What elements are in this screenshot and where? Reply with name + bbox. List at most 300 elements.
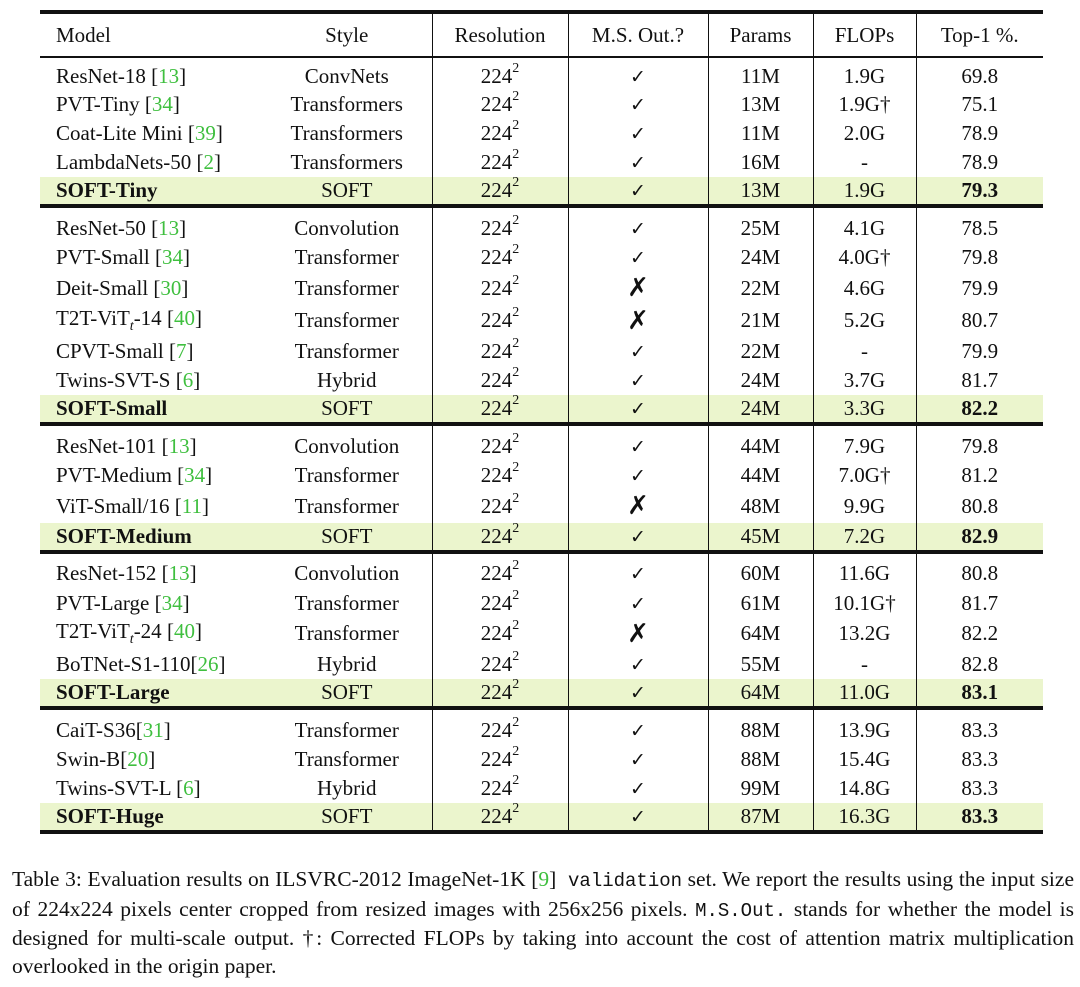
check-icon: ✓ bbox=[630, 180, 646, 202]
check-icon: ✓ bbox=[630, 465, 646, 487]
cell-resolution bbox=[432, 90, 568, 119]
cell-style: Transformer bbox=[294, 493, 399, 518]
cell-flops: 15.4G bbox=[813, 745, 916, 774]
cell-params: 88M bbox=[708, 708, 813, 745]
cell-ms-out bbox=[568, 424, 708, 461]
cell-resolution bbox=[432, 708, 568, 745]
table-row bbox=[40, 272, 1043, 305]
cell-params: 24M bbox=[708, 366, 813, 395]
resolution-base: 224 bbox=[480, 652, 513, 676]
table-row-soft bbox=[40, 679, 1043, 708]
resolution-base: 224 bbox=[480, 590, 513, 615]
cross-icon: ✗ bbox=[627, 305, 649, 336]
resolution-base: 224 bbox=[480, 178, 513, 202]
cell-top1: 80.7 bbox=[916, 305, 1043, 338]
cell-style: Convolution bbox=[262, 552, 432, 589]
cell-resolution bbox=[432, 803, 568, 832]
cell-params: 48M bbox=[708, 490, 813, 523]
resolution-exponent: 2 bbox=[512, 393, 520, 408]
resolution-base: 224 bbox=[480, 621, 513, 646]
model-name: Twins-SVT-L bbox=[56, 776, 177, 800]
cell-model: Coat-Lite Mini [39] bbox=[56, 121, 223, 145]
resolution-base: 224 bbox=[480, 776, 513, 800]
check-icon: ✓ bbox=[630, 217, 646, 240]
cell-model: PVT-Small [34] bbox=[56, 245, 190, 269]
cell-model: ResNet-50 [13] bbox=[40, 206, 262, 243]
cell-resolution bbox=[432, 461, 568, 490]
cell-model bbox=[40, 523, 262, 552]
cell-flops: 1.9G bbox=[813, 57, 916, 90]
cell-ms-out bbox=[568, 552, 708, 589]
cell-ms-out bbox=[568, 395, 708, 424]
cell-resolution bbox=[432, 650, 568, 679]
table-row bbox=[40, 243, 1043, 272]
cross-icon: ✗ bbox=[627, 491, 649, 522]
cell-resolution bbox=[432, 745, 568, 774]
model-name: Coat-Lite Mini bbox=[56, 121, 188, 145]
cell-flops: 7.0G† bbox=[813, 461, 916, 490]
cell-ms-out bbox=[568, 206, 708, 243]
caption-part-5: stands for whether the model is designed for multi-scale output. †: Corrected FLOPs by taking into account the cost of attention matrix multiplication overlooked in the origin paper. bbox=[12, 896, 1074, 978]
cell-ms-out bbox=[568, 803, 708, 832]
cell-flops: 13.9G bbox=[813, 708, 916, 745]
cell-style: SOFT bbox=[262, 523, 432, 552]
cell-model: ViT-Small/16 [11] bbox=[56, 493, 209, 518]
citation-link[interactable]: 34 bbox=[184, 463, 206, 487]
table-row bbox=[40, 552, 1043, 589]
table-caption: Table 3: Evaluation results on ILSVRC-2012 ImageNet-1K [9] validation set. We report the results using the input size of 224x224 pixels center cropped from resized images with 256x256 pixels. M.S.Out. stands for whether the model is designed for multi-scale output. †: Corrected FLOPs by taking into account the cost of attention matrix multiplication overlooked in the origin paper. bbox=[12, 867, 1074, 978]
cell-top1: 79.9 bbox=[916, 337, 1043, 366]
caption-citation[interactable]: 9 bbox=[538, 867, 550, 891]
cell-top1: 78.5 bbox=[916, 206, 1043, 243]
table-row bbox=[40, 618, 1043, 651]
cell-style: ConvNets bbox=[304, 64, 389, 88]
cell-flops: 4.0G† bbox=[813, 243, 916, 272]
citation-link[interactable]: 13 bbox=[158, 64, 180, 88]
cell-model: BoTNet-S1-110[26] bbox=[56, 652, 226, 676]
table-row bbox=[40, 745, 1043, 774]
resolution-base: 224 bbox=[480, 747, 513, 771]
resolution-exponent: 2 bbox=[512, 147, 520, 162]
table-row bbox=[40, 206, 1043, 243]
table-group bbox=[40, 708, 1043, 832]
cell-params: 55M bbox=[708, 650, 813, 679]
citation-link[interactable]: 7 bbox=[176, 339, 187, 363]
caption-code-msout: M.S.Out. bbox=[695, 899, 787, 922]
cell-flops: 4.6G bbox=[813, 272, 916, 305]
cell-params: 44M bbox=[708, 424, 813, 461]
cell-resolution bbox=[432, 337, 568, 366]
table-row bbox=[40, 305, 1043, 338]
check-icon: ✓ bbox=[630, 592, 646, 615]
cell-style: Transformers bbox=[290, 92, 403, 116]
cell-model: PVT-Tiny [34] bbox=[56, 92, 180, 116]
cell-flops: 5.2G bbox=[813, 305, 916, 338]
cell-params: 16M bbox=[708, 148, 813, 177]
table-row bbox=[40, 119, 1043, 148]
citation-link[interactable]: 39 bbox=[194, 121, 216, 145]
resolution-exponent: 2 bbox=[512, 430, 520, 446]
citation-link[interactable]: 6 bbox=[182, 368, 194, 392]
cell-params: 24M bbox=[708, 243, 813, 272]
cell-top1: 82.9 bbox=[916, 523, 1043, 552]
cell-model: ResNet-152 [13] bbox=[40, 552, 262, 589]
cell-resolution bbox=[432, 552, 568, 589]
header-flops: FLOPs bbox=[813, 12, 916, 57]
resolution-base: 224 bbox=[480, 493, 513, 518]
cell-style: SOFT bbox=[262, 395, 432, 424]
cell-resolution bbox=[432, 490, 568, 523]
citation-link[interactable]: 30 bbox=[160, 275, 182, 300]
table-row bbox=[40, 589, 1043, 618]
check-icon: ✓ bbox=[630, 66, 646, 88]
check-icon: ✓ bbox=[630, 398, 646, 420]
table-group bbox=[40, 552, 1043, 709]
model-name: CaiT-S36 bbox=[56, 717, 136, 742]
citation-link[interactable]: 40 bbox=[173, 306, 195, 331]
cell-resolution bbox=[432, 520, 568, 552]
table-row bbox=[40, 337, 1043, 366]
model-name: ResNet-50 bbox=[56, 215, 152, 240]
cell-resolution bbox=[432, 618, 568, 651]
citation-link[interactable]: 31 bbox=[142, 717, 164, 742]
cross-icon: ✗ bbox=[627, 618, 649, 649]
table-row bbox=[40, 461, 1043, 490]
caption-part-1: Table 3: Evaluation results on ILSVRC-2012 ImageNet-1K bbox=[12, 867, 532, 891]
cell-params: 44M bbox=[708, 461, 813, 490]
cell-flops: 10.1G† bbox=[813, 589, 916, 618]
model-subscript: t bbox=[129, 632, 134, 648]
resolution-exponent: 2 bbox=[512, 365, 520, 380]
cell-style: Hybrid bbox=[317, 368, 377, 392]
model-name: ResNet-18 bbox=[56, 64, 152, 88]
resolution-base: 224 bbox=[480, 463, 513, 487]
cell-resolution bbox=[432, 272, 568, 305]
cell-model: Swin-B[20] bbox=[56, 747, 156, 771]
cell-top1: 81.2 bbox=[916, 461, 1043, 490]
header-params: Params bbox=[708, 12, 813, 57]
cell-params: 21M bbox=[708, 305, 813, 338]
cell-resolution bbox=[432, 366, 568, 395]
cell-params: 11M bbox=[708, 57, 813, 90]
cell-flops: 9.9G bbox=[813, 490, 916, 523]
resolution-exponent: 2 bbox=[512, 305, 520, 321]
cell-flops: - bbox=[813, 337, 916, 366]
cell-params: 99M bbox=[708, 774, 813, 803]
cell-model: Deit-Small [30] bbox=[56, 275, 189, 300]
cell-top1: 80.8 bbox=[916, 490, 1043, 523]
cell-style: Transformer bbox=[262, 708, 432, 745]
cell-flops: 13.2G bbox=[813, 618, 916, 651]
resolution-exponent: 2 bbox=[512, 744, 520, 759]
cell-flops: 7.9G bbox=[813, 424, 916, 461]
cell-resolution bbox=[432, 679, 568, 708]
cell-top1: 82.2 bbox=[916, 395, 1043, 424]
header-ms-out: M.S. Out.? bbox=[568, 12, 708, 57]
cell-top1: 69.8 bbox=[916, 57, 1043, 90]
resolution-base: 224 bbox=[480, 804, 513, 828]
resolution-base: 224 bbox=[480, 275, 513, 300]
resolution-base: 224 bbox=[480, 561, 513, 585]
model-name: ResNet-152 bbox=[56, 561, 162, 585]
resolution-exponent: 2 bbox=[512, 618, 520, 634]
citation-link[interactable]: 2 bbox=[203, 150, 215, 174]
resolution-exponent: 2 bbox=[512, 336, 520, 351]
resolution-base: 224 bbox=[480, 64, 513, 88]
citation-link[interactable]: 11 bbox=[181, 493, 202, 518]
citation-link[interactable]: 26 bbox=[197, 652, 219, 676]
cell-style: SOFT bbox=[262, 803, 432, 832]
cell-params: 13M bbox=[708, 177, 813, 206]
check-icon: ✓ bbox=[630, 123, 646, 145]
table-group bbox=[40, 206, 1043, 424]
resolution-exponent: 2 bbox=[512, 773, 520, 788]
cell-style: SOFT bbox=[262, 679, 432, 708]
cell-model bbox=[40, 803, 262, 832]
cell-top1: 79.8 bbox=[916, 424, 1043, 461]
cell-ms-out bbox=[568, 618, 708, 651]
check-icon: ✓ bbox=[630, 247, 646, 269]
cell-ms-out bbox=[568, 243, 708, 272]
table-row bbox=[40, 490, 1043, 523]
cell-resolution bbox=[432, 395, 568, 424]
check-icon: ✓ bbox=[630, 370, 646, 392]
cell-model: LambdaNets-50 [2] bbox=[56, 150, 222, 174]
cell-ms-out bbox=[568, 57, 708, 90]
cell-model bbox=[40, 395, 262, 424]
check-icon: ✓ bbox=[630, 435, 646, 458]
resolution-base: 224 bbox=[480, 523, 513, 548]
table-row-soft bbox=[40, 803, 1043, 832]
resolution-exponent: 2 bbox=[512, 212, 520, 228]
cell-style: Transformer bbox=[294, 621, 399, 646]
citation-link[interactable]: 6 bbox=[183, 776, 194, 800]
cell-model: ResNet-18 [13] bbox=[56, 64, 187, 88]
cell-ms-out bbox=[568, 119, 708, 148]
cell-ms-out bbox=[568, 589, 708, 618]
cell-style: Transformer bbox=[294, 463, 399, 487]
cell-style: Transformer bbox=[294, 245, 399, 269]
cell-flops: 2.0G bbox=[813, 119, 916, 148]
resolution-base: 224 bbox=[480, 368, 513, 392]
cell-params: 25M bbox=[708, 206, 813, 243]
cell-flops: - bbox=[813, 650, 916, 679]
model-name-tail: -14 bbox=[133, 306, 167, 331]
cell-flops: 1.9G† bbox=[813, 90, 916, 119]
results-table bbox=[40, 10, 1043, 834]
cell-resolution bbox=[432, 177, 568, 206]
cell-params: 88M bbox=[708, 745, 813, 774]
model-name: Deit-Small bbox=[56, 275, 154, 300]
check-icon: ✓ bbox=[630, 682, 646, 704]
cell-resolution bbox=[432, 774, 568, 803]
caption-code-validation: validation bbox=[556, 870, 683, 892]
model-name: SOFT-Medium bbox=[56, 523, 192, 548]
cell-resolution bbox=[432, 206, 568, 243]
resolution-exponent: 2 bbox=[512, 272, 520, 288]
cell-ms-out bbox=[568, 490, 708, 523]
cell-ms-out bbox=[568, 523, 708, 552]
cell-ms-out bbox=[568, 461, 708, 490]
caption-part-3: set. We report the results using the input size of 224x224 pixels center cropped from resized images with 256x256 pixels. bbox=[12, 867, 1074, 921]
table-row bbox=[40, 90, 1043, 119]
citation-link[interactable]: 34 bbox=[161, 590, 183, 615]
model-name: LambdaNets-50 bbox=[56, 150, 197, 174]
cell-top1: 75.1 bbox=[916, 90, 1043, 119]
cell-model: T2T-ViT$_t$-24 [40] bbox=[56, 619, 202, 648]
model-name: T2T-ViT bbox=[56, 306, 130, 331]
check-icon: ✓ bbox=[630, 654, 646, 676]
check-icon: ✓ bbox=[630, 341, 646, 363]
table-row bbox=[40, 366, 1043, 395]
resolution-exponent: 2 bbox=[512, 490, 520, 506]
model-name: SOFT-Small bbox=[56, 396, 168, 420]
cell-model bbox=[40, 177, 262, 206]
table-row-soft bbox=[40, 523, 1043, 552]
citation-link[interactable]: 13 bbox=[158, 215, 180, 240]
header-resolution: Resolution bbox=[432, 12, 568, 57]
resolution-exponent: 2 bbox=[512, 587, 520, 603]
cell-model: CaiT-S36[31] bbox=[40, 708, 262, 745]
citation-link[interactable]: 20 bbox=[127, 747, 149, 771]
citation-link[interactable]: 40 bbox=[173, 619, 195, 644]
citation-link[interactable]: 34 bbox=[162, 245, 183, 269]
model-name: SOFT-Tiny bbox=[56, 178, 158, 202]
cell-ms-out bbox=[568, 679, 708, 708]
resolution-base: 224 bbox=[480, 150, 513, 174]
cell-params: 45M bbox=[708, 523, 813, 552]
cell-ms-out bbox=[568, 745, 708, 774]
header-model: Model bbox=[40, 12, 262, 57]
resolution-base: 224 bbox=[480, 308, 513, 333]
cell-top1: 83.3 bbox=[916, 745, 1043, 774]
resolution-base: 224 bbox=[480, 680, 513, 704]
model-name: PVT-Small bbox=[56, 245, 155, 269]
cell-ms-out bbox=[568, 337, 708, 366]
cell-flops: 16.3G bbox=[813, 803, 916, 832]
header-row bbox=[40, 12, 1043, 57]
cell-top1: 81.7 bbox=[916, 589, 1043, 618]
resolution-base: 224 bbox=[480, 396, 513, 420]
model-name-tail: -24 bbox=[133, 619, 167, 644]
cell-style: Transformer bbox=[294, 590, 399, 615]
cell-flops: 11.0G bbox=[813, 679, 916, 708]
model-name: Twins-SVT-S bbox=[56, 368, 176, 392]
cell-top1: 83.3 bbox=[916, 708, 1043, 745]
cell-model: T2T-ViT$_t$-14 [40] bbox=[56, 306, 202, 335]
resolution-base: 224 bbox=[480, 121, 513, 145]
resolution-exponent: 2 bbox=[512, 460, 520, 475]
header-style: Style bbox=[262, 12, 432, 57]
cell-resolution bbox=[432, 589, 568, 618]
cell-style: Transformers bbox=[290, 121, 403, 145]
cell-top1: 80.8 bbox=[916, 552, 1043, 589]
resolution-exponent: 2 bbox=[512, 242, 520, 257]
cell-params: 64M bbox=[708, 618, 813, 651]
cell-top1: 83.3 bbox=[916, 803, 1043, 832]
cell-model: PVT-Medium [34] bbox=[56, 463, 213, 487]
cell-model: CPVT-Small [7] bbox=[56, 339, 194, 363]
model-subscript: t bbox=[129, 319, 134, 335]
cell-flops: 3.3G bbox=[813, 395, 916, 424]
cell-style: SOFT bbox=[262, 177, 432, 206]
resolution-exponent: 2 bbox=[512, 677, 520, 692]
resolution-base: 224 bbox=[480, 215, 513, 240]
cell-flops: 11.6G bbox=[813, 552, 916, 589]
cell-top1: 82.2 bbox=[916, 618, 1043, 651]
check-icon: ✓ bbox=[630, 525, 646, 548]
cell-style: Transformer bbox=[294, 308, 399, 333]
cell-top1: 79.9 bbox=[916, 272, 1043, 305]
cell-model: PVT-Large [34] bbox=[56, 590, 190, 615]
model-name: SOFT-Large bbox=[56, 680, 170, 704]
table-row bbox=[40, 57, 1043, 90]
table-row-soft bbox=[40, 177, 1043, 206]
cell-flops: 7.2G bbox=[813, 523, 916, 552]
cell-resolution bbox=[432, 148, 568, 177]
cell-ms-out bbox=[568, 366, 708, 395]
resolution-exponent: 2 bbox=[512, 649, 520, 664]
model-name: BoTNet-S1-110 bbox=[56, 652, 191, 676]
model-name: PVT-Tiny bbox=[56, 92, 145, 116]
resolution-base: 224 bbox=[480, 92, 513, 116]
resolution-exponent: 2 bbox=[512, 558, 520, 573]
table-group bbox=[40, 424, 1043, 552]
table-row bbox=[40, 774, 1043, 803]
table-row bbox=[40, 148, 1043, 177]
cell-ms-out bbox=[568, 305, 708, 338]
table-row bbox=[40, 708, 1043, 745]
cell-style: Transformer bbox=[294, 275, 399, 300]
cell-resolution bbox=[432, 57, 568, 90]
resolution-exponent: 2 bbox=[512, 118, 520, 133]
check-icon: ✓ bbox=[630, 806, 646, 828]
citation-link[interactable]: 13 bbox=[168, 561, 190, 585]
citation-link[interactable]: 13 bbox=[168, 433, 190, 458]
cell-params: 22M bbox=[708, 337, 813, 366]
resolution-exponent: 2 bbox=[512, 714, 520, 730]
cell-params: 87M bbox=[708, 803, 813, 832]
cell-params: 24M bbox=[708, 395, 813, 424]
cell-ms-out bbox=[568, 272, 708, 305]
cell-style: Hybrid bbox=[317, 776, 377, 800]
resolution-exponent: 2 bbox=[512, 801, 520, 816]
citation-link[interactable]: 34 bbox=[151, 92, 173, 116]
table-group bbox=[40, 57, 1043, 206]
cell-ms-out bbox=[568, 177, 708, 206]
header-top1: Top-1 %. bbox=[916, 12, 1043, 57]
cell-style: Transformer bbox=[294, 747, 399, 771]
cell-top1: 78.9 bbox=[916, 148, 1043, 177]
cell-ms-out bbox=[568, 90, 708, 119]
check-icon: ✓ bbox=[630, 94, 646, 116]
cell-ms-out bbox=[568, 650, 708, 679]
cell-flops: 1.9G bbox=[813, 177, 916, 206]
check-icon: ✓ bbox=[630, 719, 646, 742]
cell-resolution bbox=[432, 305, 568, 338]
cell-params: 64M bbox=[708, 679, 813, 708]
resolution-base: 224 bbox=[480, 433, 513, 458]
cell-top1: 81.7 bbox=[916, 366, 1043, 395]
model-name: CPVT-Small bbox=[56, 339, 169, 363]
table-row-soft bbox=[40, 395, 1043, 424]
model-name: PVT-Medium bbox=[56, 463, 178, 487]
cell-top1: 78.9 bbox=[916, 119, 1043, 148]
cell-style: Convolution bbox=[262, 424, 432, 461]
resolution-exponent: 2 bbox=[512, 520, 520, 536]
check-icon: ✓ bbox=[630, 749, 646, 771]
resolution-base: 224 bbox=[480, 717, 513, 742]
